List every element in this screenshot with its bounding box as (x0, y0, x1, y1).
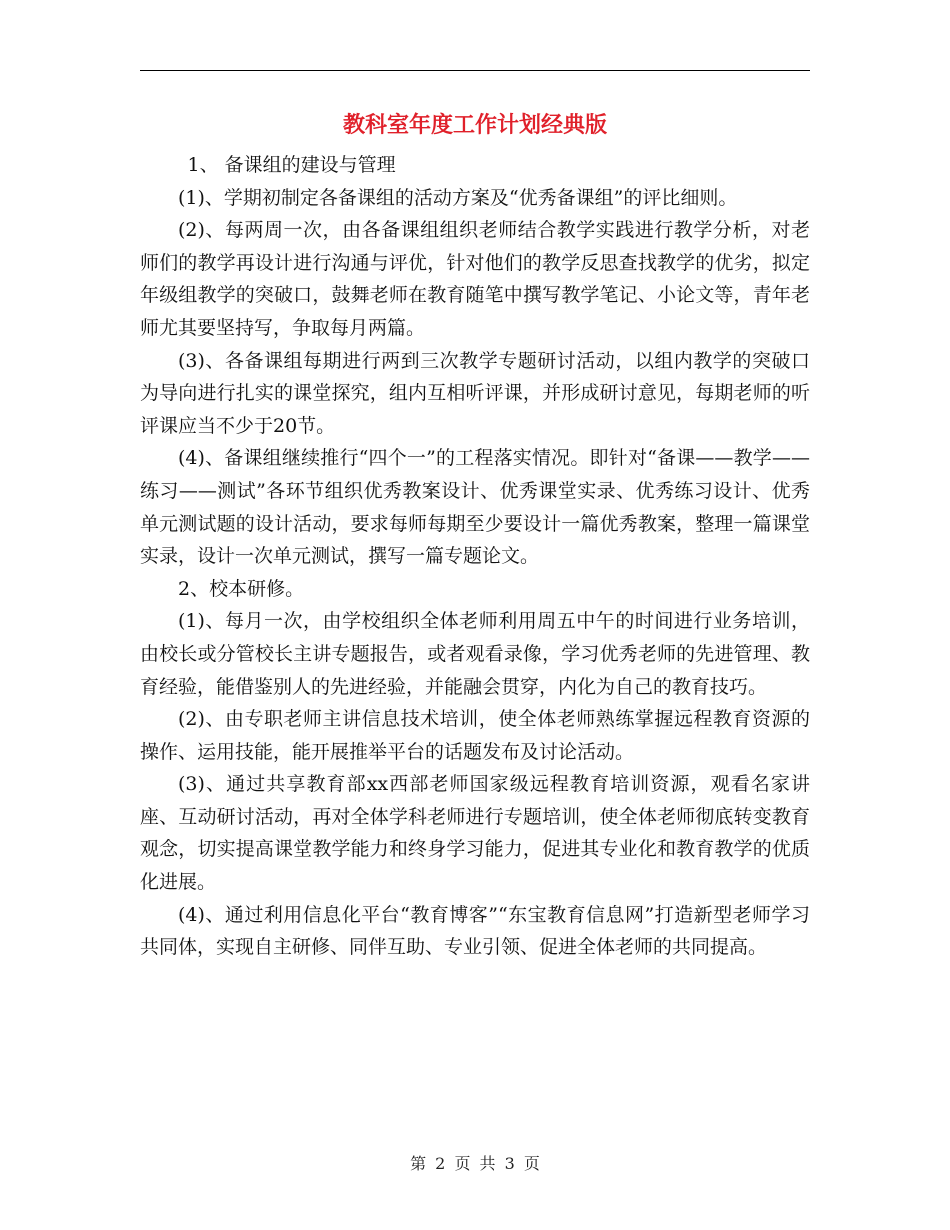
paragraph: (3)、通过共享教育部xx西部老师国家级远程教育培训资源，观看名家讲座、互动研讨活动，再对全体学科老师进行专题培训，使全体老师彻底转变教育观念，切实提高课堂教学能力和终身学习能力，促进其专业化和教育教学的优质化进展。 (140, 773, 810, 894)
paragraph: (1)、每月一次，由学校组织全体老师利用周五中午的时间进行业务培训，由校长或分管校长主讲专题报告，或者观看录像，学习优秀老师的先进管理、教育经验，能借鉴别人的先进经验，并能融会贯穿，内化为自己的教育技巧。 (140, 610, 810, 698)
paragraph: (1)、学期初制定各备课组的活动方案及“优秀备课组”的评比细则。 (178, 186, 738, 209)
document-body (140, 149, 810, 964)
document-title: 教科室年度工作计划经典版 (342, 113, 607, 138)
paragraph-section-2-heading: 2、校本研修。 (178, 577, 305, 600)
paragraph: (3)、各备课组每期进行两到三次教学专题研讨活动，以组内教学的突破口为导向进行扎实的课堂探究，组内互相听评课，并形成研讨意见，每期老师的听评课应当不少于20节。 (140, 349, 810, 437)
paragraph-section-1-heading: 1、 备课组的建设与管理 (187, 154, 396, 176)
paragraph: (2)、每两周一次，由各备课组组织老师结合教学实践进行教学分析，对老师们的教学再设计进行沟通与评优，针对他们的教学反思查找教学的优劣，拟定年级组教学的突破口，鼓舞老师在教育随笔中撰写教学笔记、小论文等，青年老师尤其要坚持写，争取每月两篇。 (140, 219, 810, 339)
paragraph: (2)、由专职老师主讲信息技术培训，使全体老师熟练掌握远程教育资源的操作、运用技能，能开展推举平台的话题发布及讨论活动。 (140, 708, 810, 763)
paragraph: (4)、通过利用信息化平台“教育博客”“东宝教育信息网”打造新型老师学习共同体，实现自主研修、同伴互助、专业引领、促进全体老师的共同提高。 (140, 903, 810, 959)
paragraph: (4)、备课组继续推行“四个一”的工程落实情况。即针对“备课——教学——练习——测试”各环节组织优秀教案设计、优秀课堂实录、优秀练习设计、优秀单元测试题的设计活动，要求每师每期至少要设计一篇优秀教案，整理一篇课堂实录，设计一次单元测试，撰写一篇专题论文。 (140, 447, 810, 568)
page-number-footer: 第 2 页 共 3 页 (410, 1154, 540, 1173)
header-rule (140, 70, 810, 71)
